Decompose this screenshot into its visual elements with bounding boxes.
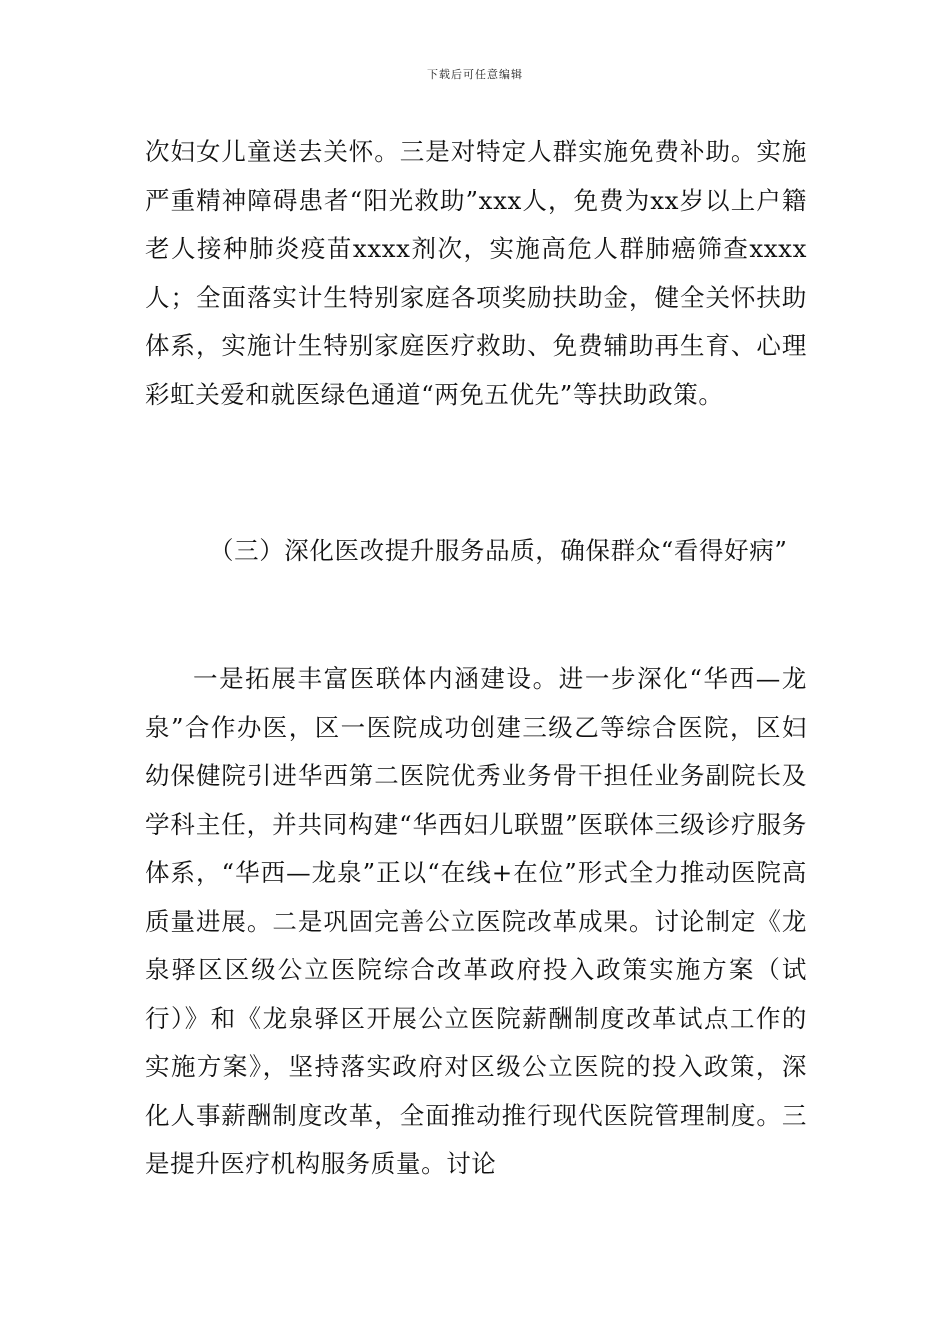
paragraph-special-groups-subsidy <box>145 128 807 419</box>
paragraph-text: 次妇女儿童送去关怀。三是对特定人群实施免费补助。实施严重精神障碍患者“阳光救助”xxx人，免费为xx岁以上户籍老人接种肺炎疫苗xxxx剂次，实施高危人群肺癌筛查xxxx人；全面落实计生特别家庭各项奖励扶助金，健全关怀扶助体系，实施计生特别家庭医疗救助、免费辅助再生育、心理彩虹关爱和就医绿色通道“两免五优先”等扶助政策。 <box>145 137 807 409</box>
page-header-note: 下载后可任意编辑 <box>427 68 523 81</box>
paragraph-text: 一是拓展丰富医联体内涵建设。进一步深化“华西—龙泉”合作办医，区一医院成功创建三级乙等综合医院，区妇幼保健院引进华西第二医院优秀业务骨干担任业务副院长及学科主任，并共同构建“华西妇儿联盟”医联体三级诊疗服务体系，“华西—龙泉”正以“在线+在位”形式全力推动医院高质量进展。二是巩固完善公立医院改革成果。讨论制定《龙泉驿区区级公立医院综合改革政府投入政策实施方案（试行）》和《龙泉驿区开展公立医院薪酬制度改革试点工作的实施方案》，坚持落实政府对区级公立医院的投入政策，深化人事薪酬制度改革，全面推动推行现代医院管理制度。三是提升医疗机构服务质量。讨论 <box>145 664 807 1178</box>
section-heading-text: （三）深化医改提升服务品质，确保群众“看得好病” <box>209 536 788 565</box>
paragraph-medical-alliance <box>145 655 807 1189</box>
section-heading-medical-reform <box>145 527 807 576</box>
